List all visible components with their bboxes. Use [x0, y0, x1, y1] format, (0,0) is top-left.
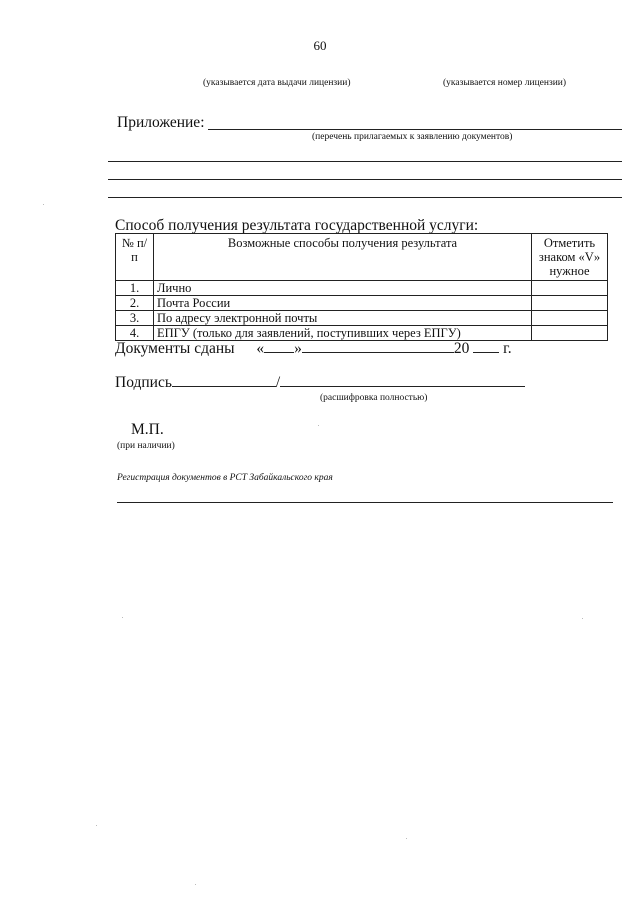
- row-number: 1.: [116, 281, 154, 296]
- scan-speck: [318, 425, 319, 426]
- row-mark-cell[interactable]: [532, 326, 608, 341]
- page-number: 60: [313, 38, 327, 53]
- signature-slash: /: [275, 374, 281, 391]
- methods-table-header: [116, 234, 608, 281]
- seal-hint: (при наличии): [117, 441, 175, 451]
- table-row: [116, 326, 608, 341]
- row-mark-cell[interactable]: [532, 311, 608, 326]
- row-method: ЕПГУ (только для заявлений, поступивших через ЕПГУ): [154, 326, 532, 341]
- attachment-hint: (перечень прилагаемых к заявлению документов): [312, 132, 513, 142]
- method-heading: Способ получения результата государственной услуги:: [115, 217, 479, 234]
- row-mark-cell[interactable]: [532, 296, 608, 311]
- methods-table: [115, 233, 608, 341]
- table-row: [116, 311, 608, 326]
- column-header-number: № п/п: [116, 234, 154, 281]
- scan-speck: [43, 204, 44, 205]
- row-number: 4.: [116, 326, 154, 341]
- year-prefix: 20: [453, 340, 470, 357]
- row-method: Лично: [154, 281, 532, 296]
- scan-speck: [122, 617, 123, 618]
- row-method: Почта России: [154, 296, 532, 311]
- signature-decoding-field[interactable]: [280, 374, 525, 387]
- close-quote: »: [294, 340, 302, 357]
- attachment-line-4: [108, 197, 622, 198]
- column-header-mark: Отметить знаком «V» нужное: [532, 234, 608, 281]
- registration-line: [117, 502, 613, 503]
- signature-label: Подпись: [115, 374, 172, 391]
- signature-hint: (расшифровка полностью): [320, 393, 428, 403]
- table-row: [116, 281, 608, 296]
- registration-label: Регистрация документов в РСТ Забайкальского края: [117, 473, 333, 483]
- submitted-line: [115, 340, 512, 358]
- scan-speck: [406, 838, 407, 839]
- attachment-line-2: [108, 161, 622, 162]
- row-number: 3.: [116, 311, 154, 326]
- attachment-line: [208, 129, 622, 130]
- row-mark-cell[interactable]: [532, 281, 608, 296]
- column-header-method: Возможные способы получения результата: [154, 234, 532, 281]
- attachment-line-3: [108, 179, 622, 180]
- open-quote: «: [256, 340, 265, 357]
- signature-line: [115, 374, 525, 392]
- year-suffix: г.: [503, 340, 512, 357]
- attachment-label: Приложение:: [117, 114, 205, 131]
- month-field[interactable]: [302, 340, 454, 353]
- row-number: 2.: [116, 296, 154, 311]
- scan-speck: [195, 884, 196, 885]
- row-method: По адресу электронной почты: [154, 311, 532, 326]
- seal-label: М.П.: [131, 421, 164, 438]
- license-date-hint: (указывается дата выдачи лицензии): [203, 78, 351, 88]
- year-field[interactable]: [473, 340, 499, 353]
- license-number-hint: (указывается номер лицензии): [443, 78, 567, 88]
- scan-speck: [582, 618, 583, 619]
- day-field[interactable]: [264, 340, 294, 353]
- submitted-label: Документы сданы: [115, 340, 235, 357]
- signature-field[interactable]: [172, 374, 276, 387]
- table-row: [116, 296, 608, 311]
- scan-speck: [96, 825, 97, 826]
